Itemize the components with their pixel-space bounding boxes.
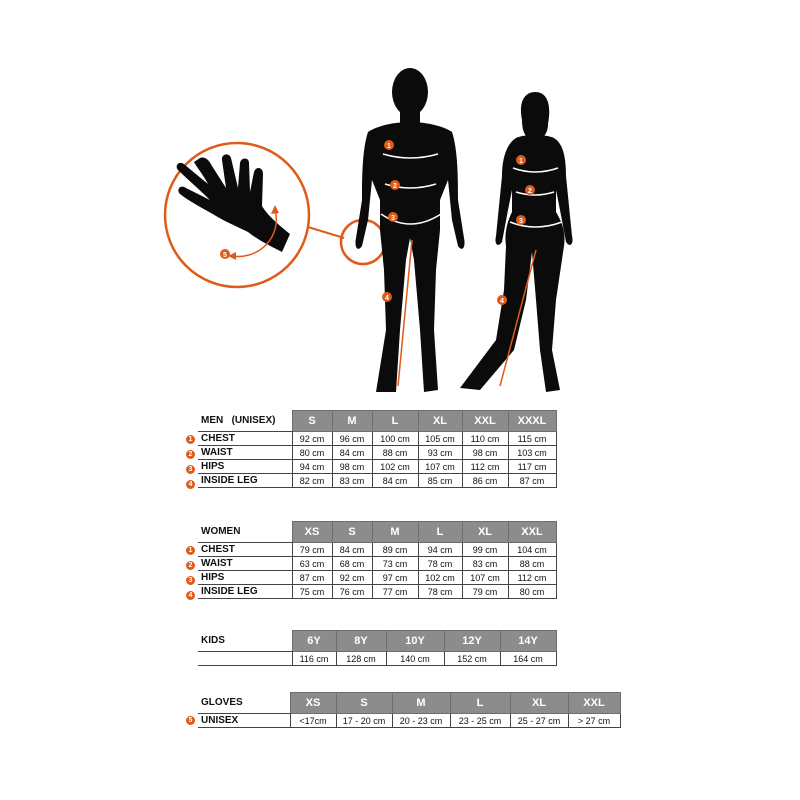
men-size-table bbox=[198, 410, 557, 488]
size-header: M bbox=[372, 522, 418, 543]
marker-4: 4 bbox=[186, 591, 195, 600]
size-header: L bbox=[450, 693, 510, 714]
cell: 94 cm bbox=[418, 543, 462, 557]
cell: 107 cm bbox=[418, 460, 462, 474]
cell: 68 cm bbox=[332, 557, 372, 571]
size-header: S bbox=[336, 693, 392, 714]
cell: 116 cm bbox=[292, 652, 336, 666]
callout-connector bbox=[308, 227, 344, 238]
cell: 98 cm bbox=[332, 460, 372, 474]
marker-3: 3 bbox=[391, 215, 395, 222]
cell: 87 cm bbox=[292, 571, 332, 585]
cell: 75 cm bbox=[292, 585, 332, 599]
marker-3: 3 bbox=[186, 576, 195, 585]
cell: 99 cm bbox=[462, 543, 508, 557]
cell: 79 cm bbox=[462, 585, 508, 599]
cell: 86 cm bbox=[462, 474, 508, 488]
size-header: M bbox=[392, 693, 450, 714]
table-row bbox=[198, 714, 620, 728]
cell: 25 - 27 cm bbox=[510, 714, 568, 728]
size-header: 8Y bbox=[336, 631, 386, 652]
size-header: L bbox=[372, 411, 418, 432]
cell: 97 cm bbox=[372, 571, 418, 585]
cell: 73 cm bbox=[372, 557, 418, 571]
size-header: XL bbox=[510, 693, 568, 714]
men-title: MEN (UNISEX) bbox=[198, 411, 292, 432]
gloves-header-row bbox=[198, 693, 620, 714]
women-size-table bbox=[198, 521, 557, 599]
size-header: XL bbox=[418, 411, 462, 432]
size-header: XXL bbox=[462, 411, 508, 432]
size-header: XL bbox=[462, 522, 508, 543]
cell: 84 cm bbox=[332, 446, 372, 460]
marker-5: 5 bbox=[186, 716, 195, 725]
row-label: WAIST bbox=[198, 446, 292, 460]
size-header: 10Y bbox=[386, 631, 444, 652]
table-row bbox=[198, 652, 556, 666]
size-header: S bbox=[332, 522, 372, 543]
cell: 115 cm bbox=[508, 432, 556, 446]
marker-2: 2 bbox=[393, 183, 397, 190]
size-header: XXL bbox=[508, 522, 556, 543]
size-header: 6Y bbox=[292, 631, 336, 652]
marker-4: 4 bbox=[186, 480, 195, 489]
cell: 77 cm bbox=[372, 585, 418, 599]
row-label: CHEST bbox=[198, 432, 292, 446]
cell: 85 cm bbox=[418, 474, 462, 488]
kids-header-row bbox=[198, 631, 556, 652]
glove-hand-icon bbox=[177, 154, 290, 252]
size-header: XXXL bbox=[508, 411, 556, 432]
cell: 80 cm bbox=[292, 446, 332, 460]
cell: 80 cm bbox=[508, 585, 556, 599]
row-label: HIPS bbox=[198, 571, 292, 585]
svg-text:1: 1 bbox=[519, 158, 523, 165]
cell: 128 cm bbox=[336, 652, 386, 666]
svg-text:4: 4 bbox=[500, 298, 504, 305]
cell: 63 cm bbox=[292, 557, 332, 571]
cell: 107 cm bbox=[462, 571, 508, 585]
cell: 76 cm bbox=[332, 585, 372, 599]
marker-1: 1 bbox=[387, 143, 391, 150]
cell: 79 cm bbox=[292, 543, 332, 557]
female-silhouette bbox=[460, 92, 573, 392]
marker-1: 1 bbox=[186, 435, 195, 444]
table-row bbox=[198, 571, 556, 585]
cell: 83 cm bbox=[462, 557, 508, 571]
size-header: L bbox=[418, 522, 462, 543]
cell: 88 cm bbox=[508, 557, 556, 571]
row-label: INSIDE LEG bbox=[198, 585, 292, 599]
cell: 103 cm bbox=[508, 446, 556, 460]
men-subtitle: (UNISEX) bbox=[231, 415, 276, 427]
cell: 140 cm bbox=[386, 652, 444, 666]
row-label bbox=[198, 652, 292, 666]
kids-title: KIDS bbox=[198, 631, 292, 652]
cell: 84 cm bbox=[332, 543, 372, 557]
size-header: S bbox=[292, 411, 332, 432]
cell: 84 cm bbox=[372, 474, 418, 488]
cell: 98 cm bbox=[462, 446, 508, 460]
men-header-row bbox=[198, 411, 556, 432]
kids-size-table bbox=[198, 630, 557, 666]
cell: 112 cm bbox=[462, 460, 508, 474]
cell: 78 cm bbox=[418, 557, 462, 571]
marker-4: 4 bbox=[385, 295, 389, 302]
size-header: 14Y bbox=[500, 631, 556, 652]
size-header: XS bbox=[290, 693, 336, 714]
women-title: WOMEN bbox=[198, 522, 292, 543]
table-row bbox=[198, 432, 556, 446]
table-row bbox=[198, 460, 556, 474]
table-row bbox=[198, 557, 556, 571]
table-row bbox=[198, 543, 556, 557]
table-row bbox=[198, 446, 556, 460]
women-header-row bbox=[198, 522, 556, 543]
cell: 20 - 23 cm bbox=[392, 714, 450, 728]
cell: 93 cm bbox=[418, 446, 462, 460]
cell: 104 cm bbox=[508, 543, 556, 557]
cell: 102 cm bbox=[372, 460, 418, 474]
cell: 117 cm bbox=[508, 460, 556, 474]
marker-2: 2 bbox=[186, 561, 195, 570]
cell: 96 cm bbox=[332, 432, 372, 446]
cell: 83 cm bbox=[332, 474, 372, 488]
cell: 23 - 25 cm bbox=[450, 714, 510, 728]
cell: 92 cm bbox=[332, 571, 372, 585]
svg-text:3: 3 bbox=[519, 218, 523, 225]
cell: 94 cm bbox=[292, 460, 332, 474]
cell: 100 cm bbox=[372, 432, 418, 446]
table-row bbox=[198, 585, 556, 599]
cell: 78 cm bbox=[418, 585, 462, 599]
gloves-title: GLOVES bbox=[198, 693, 290, 714]
cell: 17 - 20 cm bbox=[336, 714, 392, 728]
row-label: HIPS bbox=[198, 460, 292, 474]
marker-2: 2 bbox=[186, 450, 195, 459]
cell: 102 cm bbox=[418, 571, 462, 585]
size-header: 12Y bbox=[444, 631, 500, 652]
row-label: CHEST bbox=[198, 543, 292, 557]
marker-3: 3 bbox=[186, 465, 195, 474]
cell: <17cm bbox=[290, 714, 336, 728]
table-row bbox=[198, 474, 556, 488]
marker-1: 1 bbox=[186, 546, 195, 555]
size-header: XXL bbox=[568, 693, 620, 714]
size-header: M bbox=[332, 411, 372, 432]
male-silhouette bbox=[355, 68, 464, 392]
cell: > 27 cm bbox=[568, 714, 620, 728]
row-label: WAIST bbox=[198, 557, 292, 571]
cell: 89 cm bbox=[372, 543, 418, 557]
cell: 152 cm bbox=[444, 652, 500, 666]
gloves-size-table bbox=[198, 692, 621, 728]
cell: 92 cm bbox=[292, 432, 332, 446]
row-label: INSIDE LEG bbox=[198, 474, 292, 488]
marker-5: 5 bbox=[223, 252, 227, 259]
cell: 110 cm bbox=[462, 432, 508, 446]
cell: 87 cm bbox=[508, 474, 556, 488]
size-header: XS bbox=[292, 522, 332, 543]
row-label: UNISEX bbox=[198, 714, 290, 728]
cell: 105 cm bbox=[418, 432, 462, 446]
cell: 164 cm bbox=[500, 652, 556, 666]
svg-text:2: 2 bbox=[528, 188, 532, 195]
cell: 88 cm bbox=[372, 446, 418, 460]
cell: 112 cm bbox=[508, 571, 556, 585]
cell: 82 cm bbox=[292, 474, 332, 488]
